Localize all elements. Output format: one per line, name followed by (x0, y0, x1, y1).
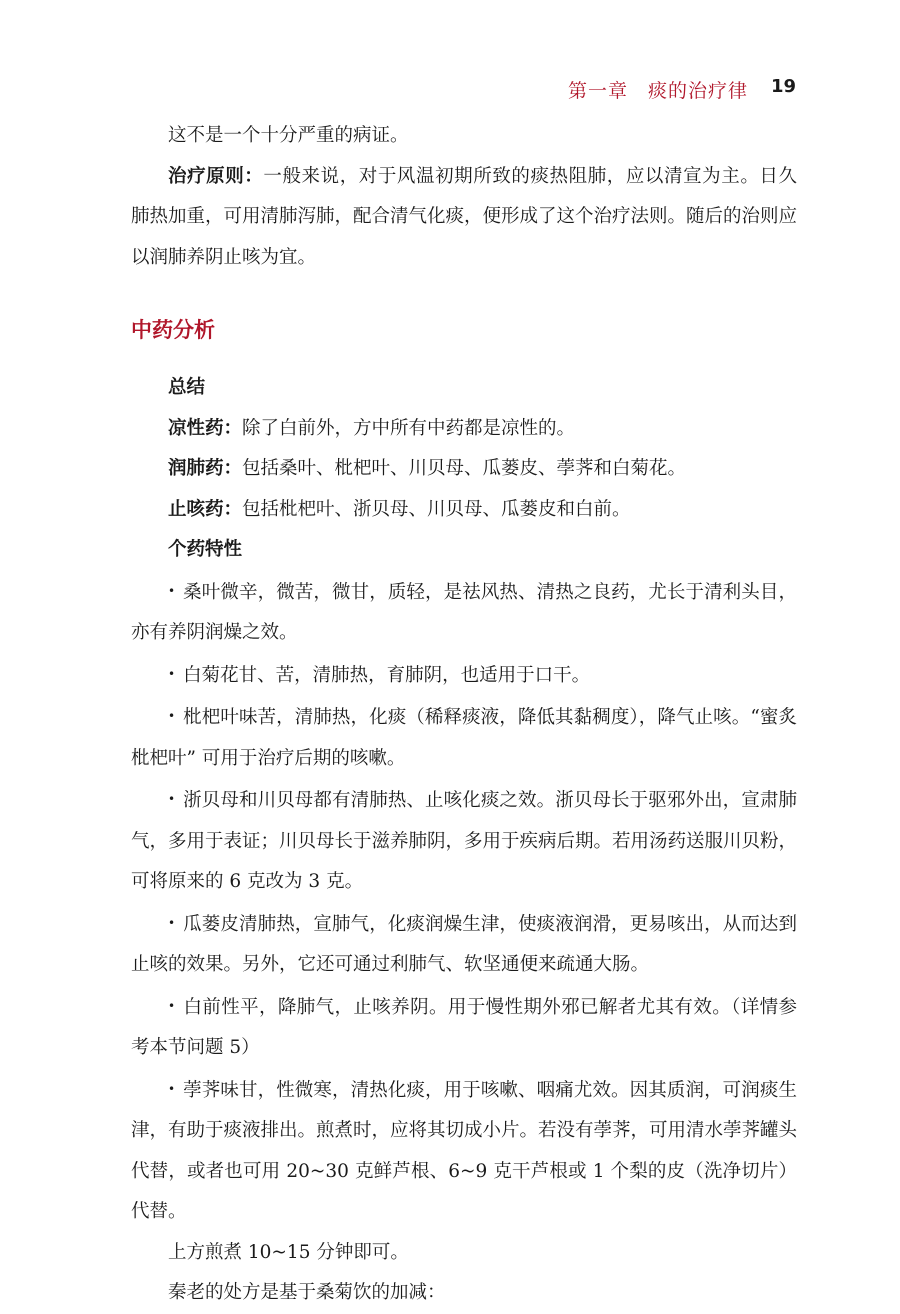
treatment-principle-label: 治疗原则： (168, 165, 264, 187)
bullet-icon: • (168, 1081, 176, 1096)
section-title: 中药分析 (131, 318, 215, 342)
herbs-heading: 个药特性 (168, 539, 243, 560)
bullet-icon: • (168, 666, 176, 681)
cough-herbs-text: 包括枇杷叶、浙贝母、川贝母、瓜蒌皮和白前。 (242, 498, 631, 520)
bullet-icon: • (168, 915, 176, 930)
bullet-text: 桑叶微辛，微苦，微甘，质轻，是祛风热、清热之良药，尤长于清利头目，亦有养阴润燥之效。 (131, 581, 797, 643)
bullet-icon: • (168, 998, 176, 1013)
chapter-title: 第一章 痰的治疗律 (567, 80, 748, 102)
page-number: 19 (770, 76, 796, 97)
paragraph-decoction: 上方煎煮 10~15 分钟即可。 (168, 1241, 409, 1263)
paragraph-cool-herbs (131, 409, 797, 450)
bullet-item (131, 903, 797, 986)
bullet-item (131, 1069, 797, 1233)
bullet-text: 枇杷叶味苦，清肺热，化痰（稀释痰液，降低其黏稠度），降气止咳。“蜜炙枇杷叶” 可用于治疗后期的咳嗽。 (131, 707, 797, 769)
cough-herbs-label: 止咳药： (168, 498, 243, 520)
paragraph-treatment-principle (131, 157, 797, 279)
paragraph-intro: 这不是一个十分严重的病证。 (168, 125, 409, 146)
treatment-principle-text: 一般来说，对于风温初期所致的痰热阻肺，应以清宣为主。日久肺热加重，可用清肺泻肺，配合清气化痰，便形成了这个治疗法则。随后的治则应以润肺养阴止咳为宜。 (131, 165, 798, 268)
bullet-item (131, 571, 797, 654)
bullet-text: 浙贝母和川贝母都有清肺热、止咳化痰之效。浙贝母长于驱邪外出，宣肃肺气，多用于表证；川贝母长于滋养肺阴，多用于疾病后期。若用汤药送服川贝粉，可将原来的 6 克改为 3 克。 (131, 790, 798, 892)
bullet-item (131, 986, 797, 1069)
paragraph-prescription-intro: 秦老的处方是基于桑菊饮的加减： (168, 1282, 446, 1303)
bullet-text: 荸荠味甘，性微寒，清热化痰，用于咳嗽、咽痛尤效。因其质润，可润痰生津，有助于痰液排出。煎煮时，应将其切成小片。若没有荸荠，可用清水荸荠罐头代替，或者也可用 20~30 克鲜芦根、6~9 克干芦根或 1 个梨的皮（洗净切片）代替。 (131, 1079, 798, 1222)
bullet-item (131, 696, 797, 779)
cool-herbs-text: 除了白前外，方中所有中药都是凉性的。 (242, 417, 576, 439)
bullet-icon: • (168, 792, 176, 806)
bullet-icon: • (168, 709, 176, 723)
paragraph-cough-herbs (131, 490, 797, 531)
page-body (131, 116, 797, 1314)
paragraph-moist-herbs (131, 449, 797, 490)
summary-heading: 总结 (168, 377, 206, 398)
running-header (0, 76, 900, 108)
bullet-text: 白前性平，降肺气，止咳养阴。用于慢性期外邪已解者尤其有效。（详情参考本节问题 5） (131, 996, 797, 1058)
bullet-item (131, 654, 797, 697)
moist-herbs-text: 包括桑叶、枇杷叶、川贝母、瓜蒌皮、荸荠和白菊花。 (242, 458, 687, 479)
bullet-icon: • (168, 583, 176, 598)
cool-herbs-label: 凉性药： (168, 417, 243, 439)
bullet-text: 白菊花甘、苦，清肺热，育肺阴，也适用于口干。 (183, 664, 591, 686)
bullet-item (131, 779, 797, 903)
moist-herbs-label: 润肺药： (168, 458, 243, 479)
bullet-text: 瓜蒌皮清肺热，宣肺气，化痰润燥生津，使痰液润滑，更易咳出，从而达到止咳的效果。另外，它还可通过利肺气、软坚通便来疏通大肠。 (131, 913, 797, 975)
